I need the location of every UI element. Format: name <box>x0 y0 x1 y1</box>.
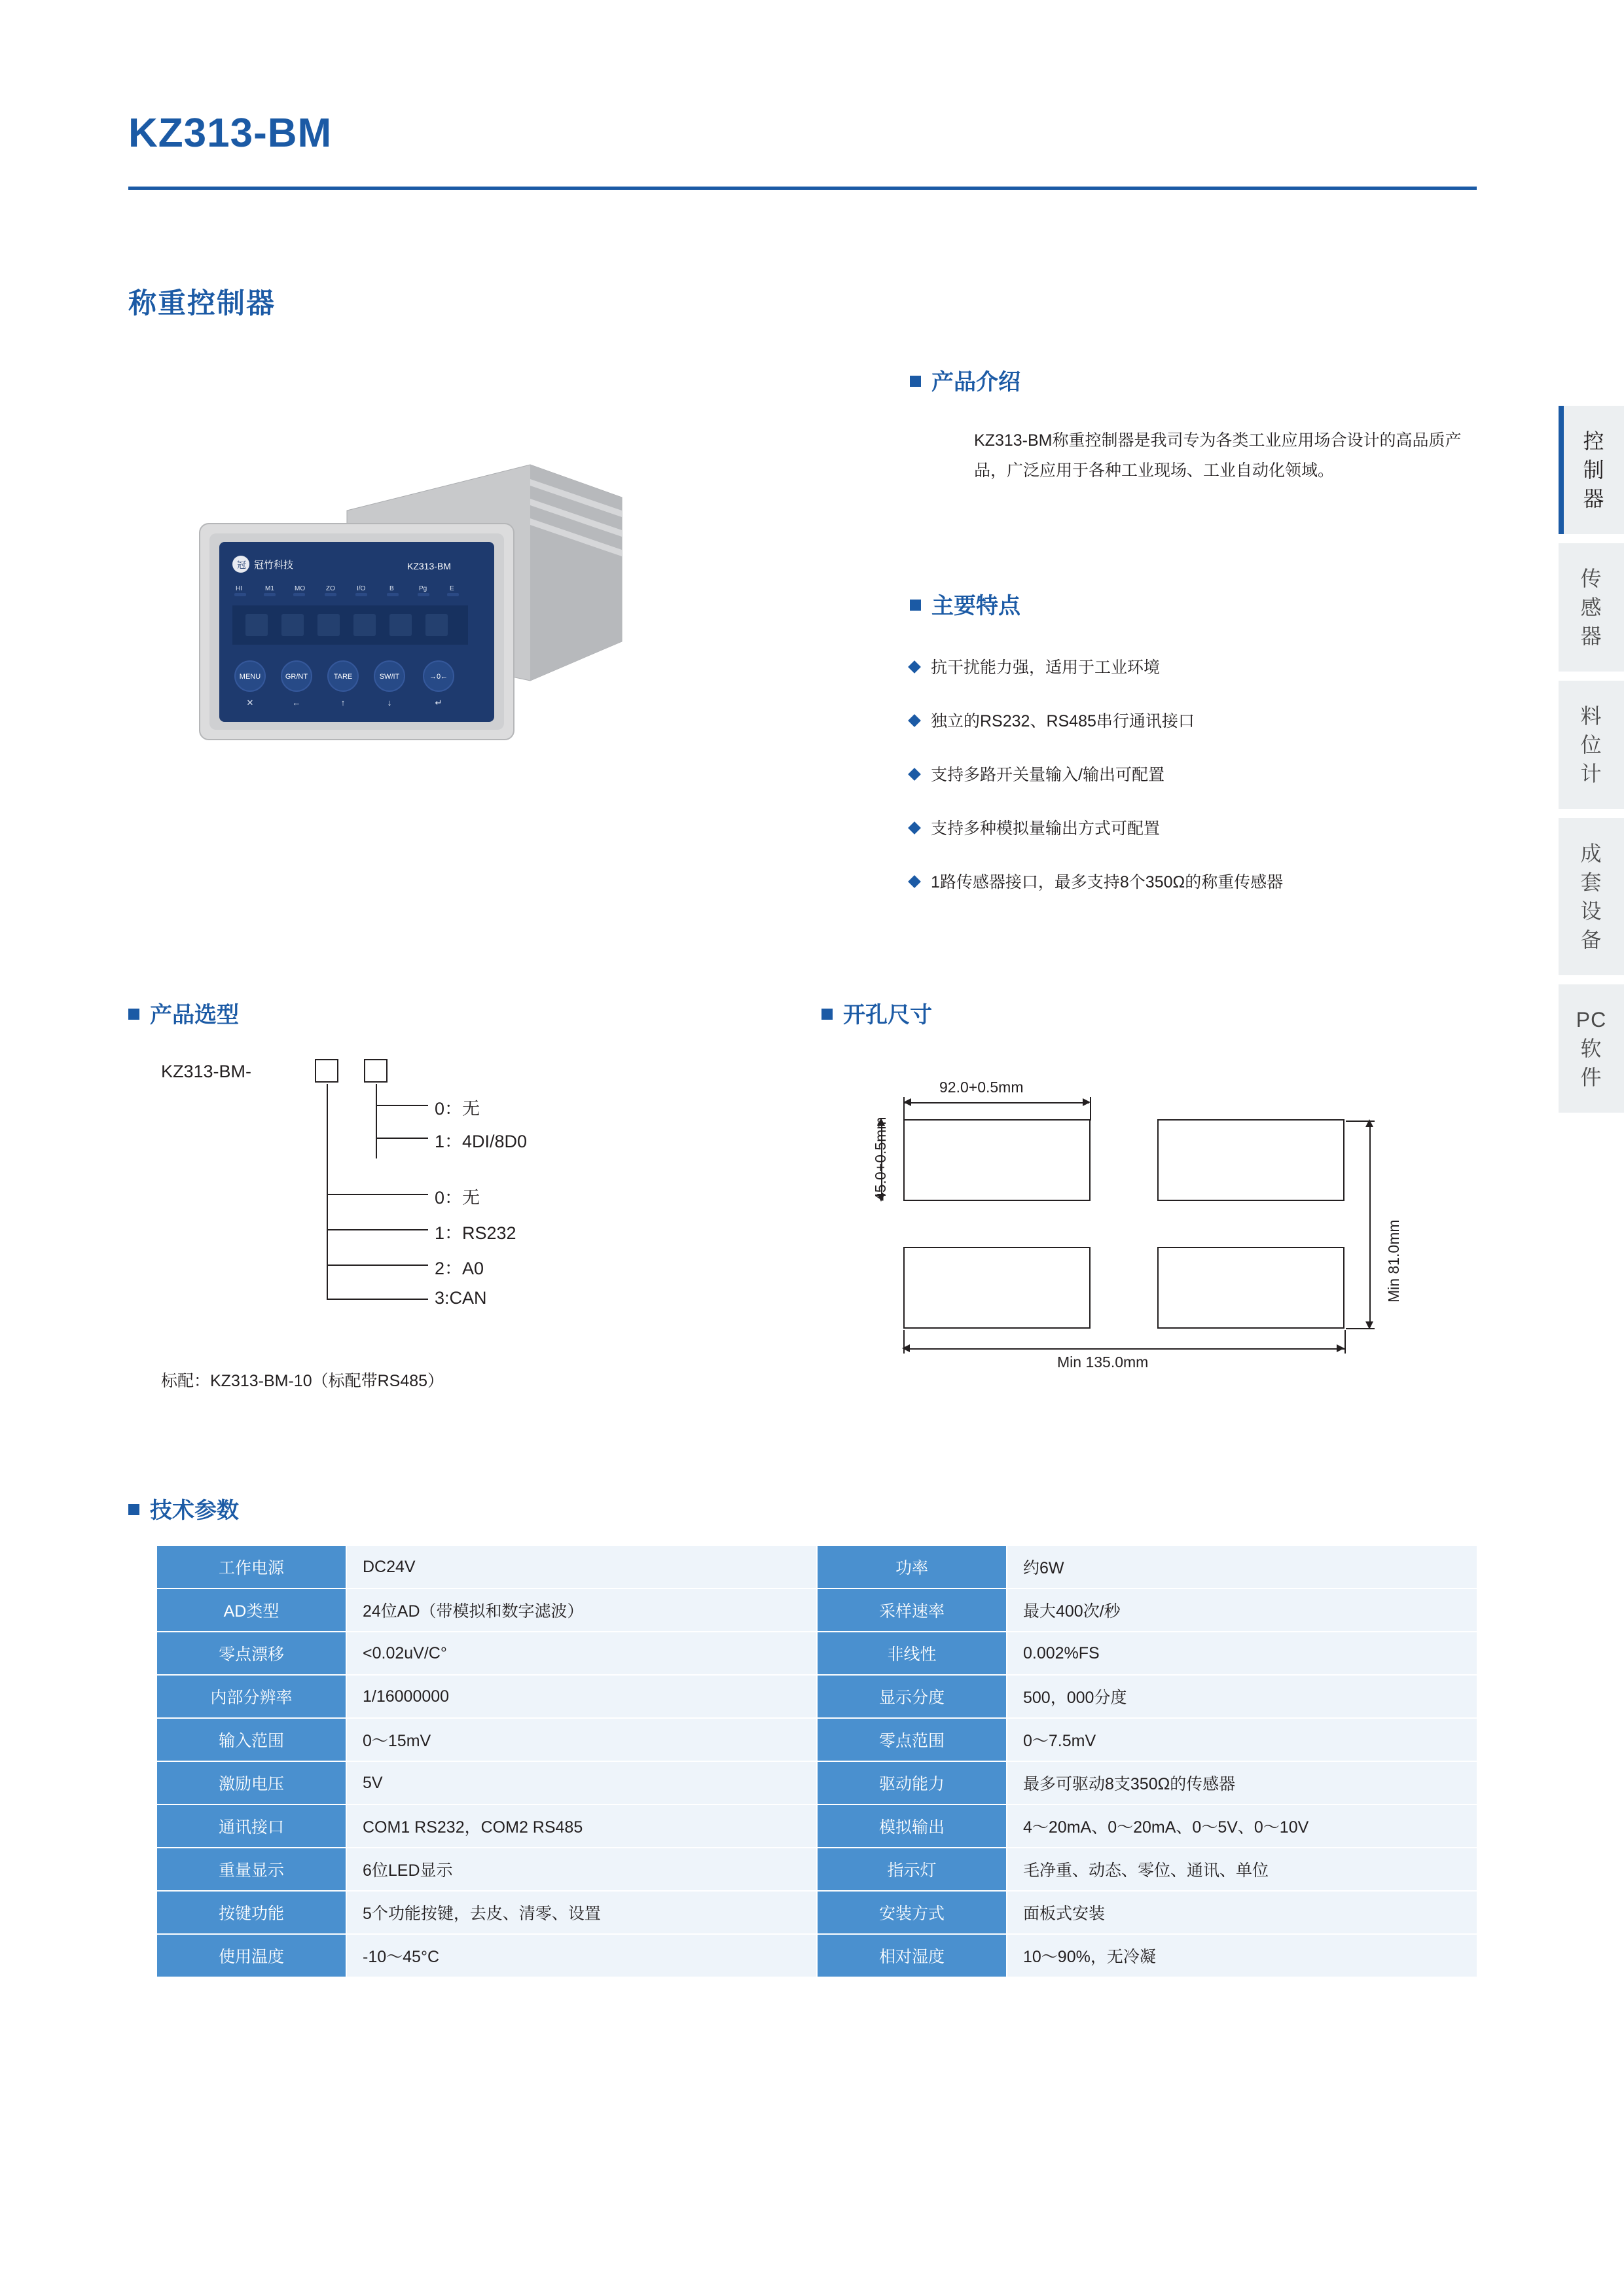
svg-text:ZO: ZO <box>326 585 335 592</box>
svg-text:←: ← <box>292 698 301 708</box>
tab-char: 位 <box>1580 733 1602 757</box>
page-title: KZ313-BM <box>128 111 333 156</box>
specs-heading: 技术参数 <box>128 1492 239 1524</box>
model-group2-option-1: 1：RS232 <box>435 1223 516 1243</box>
table-row <box>156 1588 1477 1632</box>
model-group2-option-0: 0：无 <box>435 1188 480 1208</box>
table-row <box>156 1718 1477 1761</box>
list-item: 支持多路开关量输入/输出可配置 <box>910 762 1499 788</box>
svg-text:KZ313-BM: KZ313-BM <box>407 561 451 571</box>
spec-label: 模拟输出 <box>817 1804 1007 1848</box>
svg-text:冠: 冠 <box>237 560 246 570</box>
svg-text:I/O: I/O <box>357 585 366 592</box>
section-bullet-icon <box>128 1504 139 1515</box>
spec-label: 激励电压 <box>156 1761 346 1804</box>
sidebar-item-pc-software[interactable] <box>1559 984 1624 1113</box>
spec-label: 安装方式 <box>817 1891 1007 1934</box>
list-item: 抗干扰能力强，适用于工业环境 <box>910 655 1499 681</box>
svg-text:↑: ↑ <box>340 698 346 708</box>
spec-label: 工作电源 <box>156 1545 346 1588</box>
dim-height-label: 45.0+0.5mm <box>872 1117 889 1201</box>
svg-text:MO: MO <box>295 585 306 592</box>
spec-label: 按键功能 <box>156 1891 346 1934</box>
diamond-bullet-icon <box>908 768 921 781</box>
model-option-box-1 <box>315 1059 338 1083</box>
tab-char: 传 <box>1580 567 1602 590</box>
diamond-bullet-icon <box>908 875 921 888</box>
spec-value: 面板式安装 <box>1007 1891 1477 1934</box>
tab-char: 控 <box>1583 429 1605 453</box>
sidebar-item-sensor[interactable] <box>1559 543 1624 672</box>
spec-label: 零点范围 <box>817 1718 1007 1761</box>
spec-value: 6位LED显示 <box>346 1848 817 1891</box>
spec-value: COM1 RS232，COM2 RS485 <box>346 1804 817 1848</box>
spec-label: 零点漂移 <box>156 1632 346 1675</box>
spec-value: 最大400次/秒 <box>1007 1588 1477 1632</box>
spec-label: 非线性 <box>817 1632 1007 1675</box>
diamond-bullet-icon <box>908 714 921 727</box>
table-row <box>156 1934 1477 1977</box>
svg-text:B: B <box>389 585 394 592</box>
table-row <box>156 1545 1477 1588</box>
spec-label: 功率 <box>817 1545 1007 1588</box>
spec-value: 1/16000000 <box>346 1675 817 1718</box>
svg-text:MENU: MENU <box>239 673 261 681</box>
cutout-diagram <box>831 1073 1486 1401</box>
svg-text:M1: M1 <box>265 585 274 592</box>
intro-text: KZ313-BM称重控制器是我司专为各类工业应用场合设计的高品质产品，广泛应用于各种工业现场、工业自动化领域。 <box>974 431 1462 480</box>
spec-value: 24位AD（带模拟和数字滤波） <box>346 1588 817 1632</box>
features-heading: 主要特点 <box>910 588 1020 620</box>
spec-value: 10～90%，无冷凝 <box>1007 1934 1477 1977</box>
spec-label: 显示分度 <box>817 1675 1007 1718</box>
tab-char: 设 <box>1580 899 1602 923</box>
model-group1-option-1: 1：4DI/8D0 <box>435 1132 528 1151</box>
sidebar-item-level-meter[interactable] <box>1559 681 1624 809</box>
model-option-box-2 <box>364 1059 388 1083</box>
tab-char: 制 <box>1583 458 1605 482</box>
table-row <box>156 1891 1477 1934</box>
spec-value: -10～45°C <box>346 1934 817 1977</box>
model-code-text: KZ313-BM- <box>161 1062 252 1081</box>
spec-value: 5V <box>346 1761 817 1804</box>
dim-min-width-label: Min 135.0mm <box>1057 1354 1149 1371</box>
section-bullet-icon <box>910 376 921 387</box>
tab-char: 成 <box>1580 842 1602 865</box>
product-image <box>164 425 818 792</box>
spec-value: 0～7.5mV <box>1007 1718 1477 1761</box>
spec-label: 输入范围 <box>156 1718 346 1761</box>
dim-width-label: 92.0+0.5mm <box>939 1079 1024 1096</box>
list-item: 独立的RS232、RS485串行通讯接口 <box>910 708 1499 734</box>
spec-value: 毛净重、动态、零位、通讯、单位 <box>1007 1848 1477 1891</box>
spec-label: 驱动能力 <box>817 1761 1007 1804</box>
spec-value: 4～20mA、0～20mA、0～5V、0～10V <box>1007 1804 1477 1848</box>
table-row <box>156 1761 1477 1804</box>
diamond-bullet-icon <box>908 660 921 673</box>
table-row <box>156 1675 1477 1718</box>
svg-text:HI: HI <box>236 585 242 592</box>
spec-label: 相对湿度 <box>817 1934 1007 1977</box>
model-group1-option-0: 0：无 <box>435 1099 480 1119</box>
spec-value: 5个功能按键，去皮、清零、设置 <box>346 1891 817 1934</box>
spec-value: 500，000分度 <box>1007 1675 1477 1718</box>
model-group2-option-2: 2：A0 <box>435 1259 484 1278</box>
cutout-rect-bottom-right <box>1157 1247 1344 1329</box>
svg-text:冠竹科技: 冠竹科技 <box>254 560 294 571</box>
svg-text:SW/IT: SW/IT <box>379 673 400 681</box>
dim-min-height-label: Min 81.0mm <box>1385 1219 1402 1302</box>
spec-label: AD类型 <box>156 1588 346 1632</box>
tab-char: 件 <box>1580 1066 1602 1089</box>
list-item: 支持多种模拟量输出方式可配置 <box>910 816 1499 842</box>
cutout-rect-bottom-left <box>903 1247 1091 1329</box>
tab-char: 器 <box>1580 624 1602 648</box>
section-bullet-icon <box>910 600 921 611</box>
svg-text:TARE: TARE <box>333 673 353 681</box>
tab-char: 软 <box>1580 1037 1602 1060</box>
spec-value: 最多可驱动8支350Ω的传感器 <box>1007 1761 1477 1804</box>
svg-text:GR/NT: GR/NT <box>285 673 308 681</box>
tab-char: 器 <box>1583 487 1605 511</box>
model-group2-option-3: 3:CAN <box>435 1288 487 1308</box>
cutout-rect-top-right <box>1157 1119 1344 1201</box>
table-row <box>156 1804 1477 1848</box>
side-tab-strip <box>1559 406 1624 1122</box>
svg-text:E: E <box>450 585 454 592</box>
spec-value: 约6W <box>1007 1545 1477 1588</box>
model-select-diagram <box>128 1047 816 1414</box>
spec-value: <0.02uV/C° <box>346 1632 817 1675</box>
tab-char: 料 <box>1580 704 1602 728</box>
spec-label: 内部分辨率 <box>156 1675 346 1718</box>
spec-label: 使用温度 <box>156 1934 346 1977</box>
spec-value: DC24V <box>346 1545 817 1588</box>
spec-label: 重量显示 <box>156 1848 346 1891</box>
tab-char: 计 <box>1580 762 1602 785</box>
section-bullet-icon <box>128 1009 139 1020</box>
cutout-rect-top-left <box>903 1119 1091 1201</box>
tab-char: 套 <box>1580 870 1602 894</box>
spec-label: 通讯接口 <box>156 1804 346 1848</box>
spec-value: 0.002%FS <box>1007 1632 1477 1675</box>
svg-text:→0←: →0← <box>429 673 448 681</box>
model-select-heading: 产品选型 <box>128 997 239 1029</box>
spec-value: 0～15mV <box>346 1718 817 1761</box>
svg-text:Pg: Pg <box>419 585 427 592</box>
table-row <box>156 1848 1477 1891</box>
svg-text:↵: ↵ <box>435 698 442 708</box>
tab-char: 感 <box>1580 596 1602 619</box>
feature-list <box>910 655 1499 923</box>
specs-table <box>156 1545 1478 1978</box>
svg-text:↓: ↓ <box>387 698 392 708</box>
section-bullet-icon <box>821 1009 833 1020</box>
model-standard-note: 标配：KZ313-BM-10（标配带RS485） <box>161 1372 444 1390</box>
cutout-heading: 开孔尺寸 <box>821 997 932 1029</box>
product-name: 称重控制器 <box>128 288 276 319</box>
list-item: 1路传感器接口，最多支持8个350Ω的称重传感器 <box>910 869 1499 895</box>
sidebar-item-complete-equipment[interactable] <box>1559 818 1624 975</box>
intro-heading: 产品介绍 <box>910 364 1020 396</box>
svg-text:✕: ✕ <box>246 698 254 708</box>
sidebar-item-controller[interactable] <box>1559 406 1624 534</box>
tab-char: PC <box>1576 1008 1607 1031</box>
diamond-bullet-icon <box>908 821 921 834</box>
table-row <box>156 1632 1477 1675</box>
tab-char: 备 <box>1580 928 1602 952</box>
spec-label: 指示灯 <box>817 1848 1007 1891</box>
spec-label: 采样速率 <box>817 1588 1007 1632</box>
title-divider <box>128 187 1477 190</box>
